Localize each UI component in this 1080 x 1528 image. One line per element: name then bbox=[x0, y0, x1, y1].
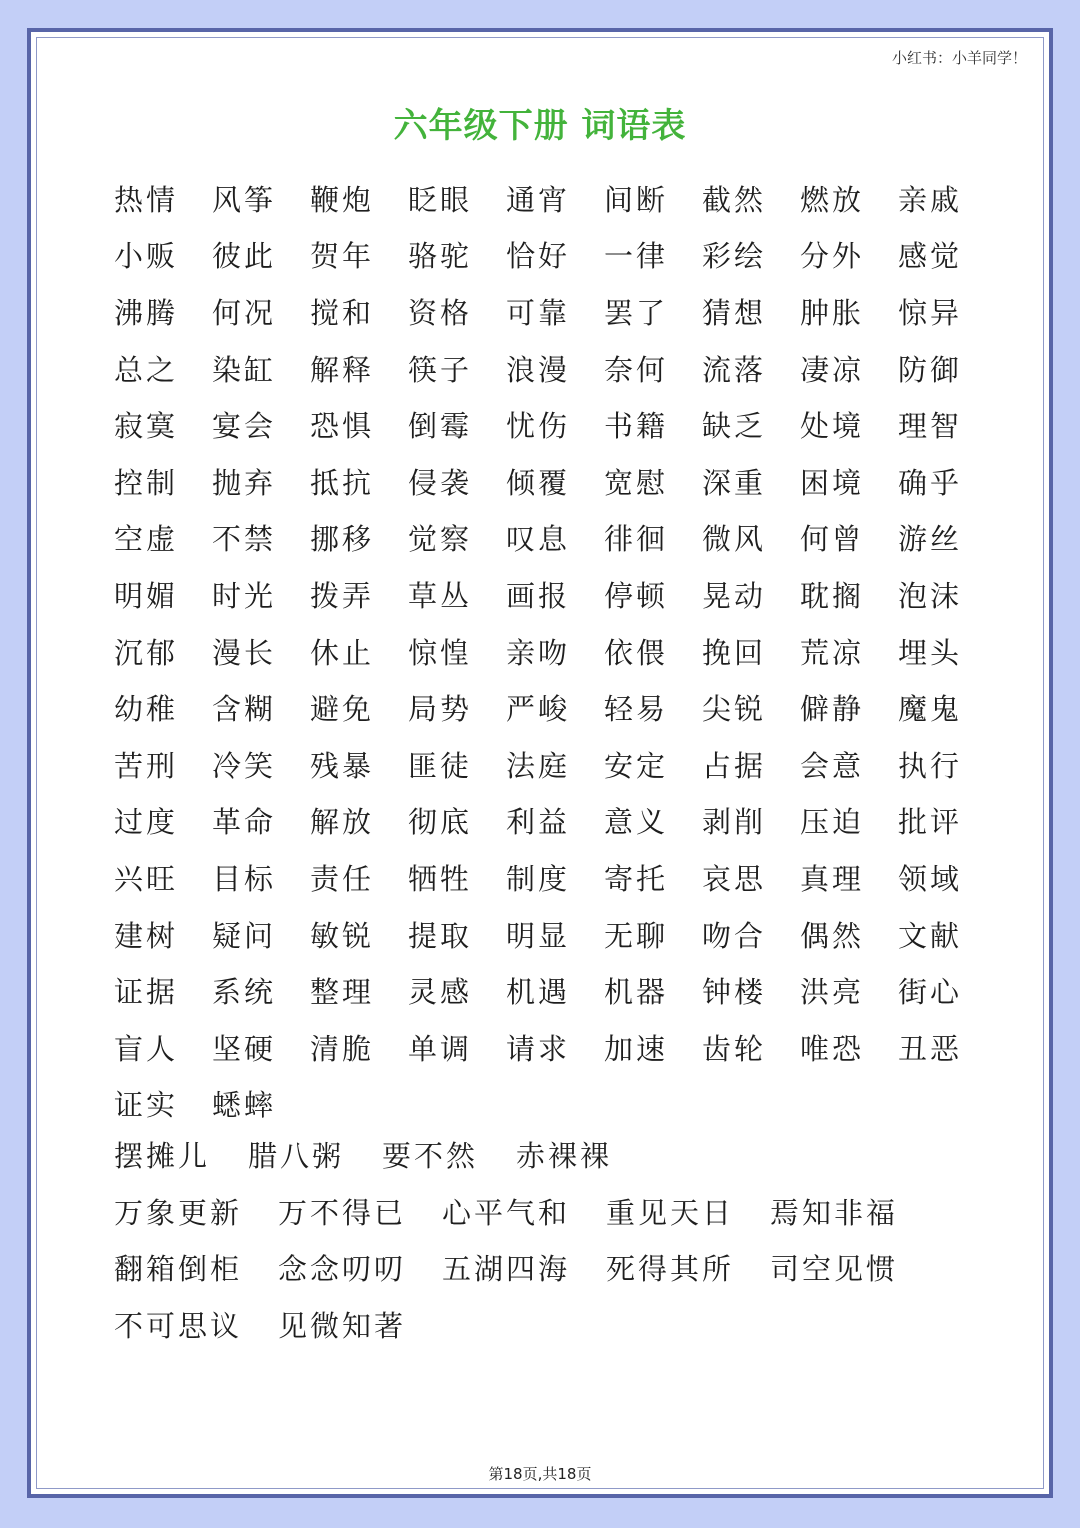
idiom: 焉知非福 bbox=[770, 1195, 899, 1230]
vocab-word: 微风 bbox=[702, 522, 767, 557]
vocab-word: 建树 bbox=[114, 918, 179, 953]
vocab-word: 牺牲 bbox=[408, 861, 473, 896]
vocab-word: 解放 bbox=[310, 805, 375, 840]
word-row bbox=[114, 227, 996, 284]
word-row bbox=[114, 340, 996, 397]
vocab-word: 丑恶 bbox=[898, 1031, 963, 1066]
word-row bbox=[114, 679, 996, 736]
vocab-word: 避免 bbox=[310, 692, 375, 727]
vocab-word: 筷子 bbox=[408, 352, 473, 387]
vocab-word: 宴会 bbox=[212, 409, 277, 444]
vocab-word: 机遇 bbox=[506, 975, 571, 1010]
vocab-word: 控制 bbox=[114, 465, 179, 500]
vocab-word: 亲吻 bbox=[506, 635, 571, 670]
vocab-word: 灵感 bbox=[408, 975, 473, 1010]
vocab-word: 含糊 bbox=[212, 692, 277, 727]
vocab-word: 耽搁 bbox=[800, 578, 865, 613]
vocab-word: 风筝 bbox=[212, 182, 277, 217]
vocab-word: 可靠 bbox=[506, 295, 571, 330]
vocab-word: 明显 bbox=[506, 918, 571, 953]
vocab-word: 敏锐 bbox=[310, 918, 375, 953]
vocab-word: 挪移 bbox=[310, 522, 375, 557]
word-row bbox=[114, 623, 996, 680]
vocab-word: 局势 bbox=[408, 692, 473, 727]
vocab-word: 不禁 bbox=[212, 522, 277, 557]
vocab-word: 埋头 bbox=[898, 635, 963, 670]
vocab-word: 资格 bbox=[408, 295, 473, 330]
vocab-word: 时光 bbox=[212, 578, 277, 613]
word-row bbox=[114, 736, 996, 793]
vocab-word: 意义 bbox=[604, 805, 669, 840]
vocab-word: 何况 bbox=[212, 295, 277, 330]
vocab-word: 休止 bbox=[310, 635, 375, 670]
vocab-word: 侵袭 bbox=[408, 465, 473, 500]
vocab-word: 蟋蟀 bbox=[212, 1088, 277, 1123]
vocab-word: 拨弄 bbox=[310, 578, 375, 613]
vocab-word: 尖锐 bbox=[702, 692, 767, 727]
vocab-word: 小贩 bbox=[114, 239, 179, 274]
vocab-word: 齿轮 bbox=[702, 1031, 767, 1066]
vocab-word: 轻易 bbox=[604, 692, 669, 727]
vocab-word: 抵抗 bbox=[310, 465, 375, 500]
vocab-word: 书籍 bbox=[604, 409, 669, 444]
vocab-word: 文献 bbox=[898, 918, 963, 953]
vocab-word: 游丝 bbox=[898, 522, 963, 557]
idiom: 心平气和 bbox=[442, 1195, 571, 1230]
vocab-word: 明媚 bbox=[114, 578, 179, 613]
vocab-word: 偶然 bbox=[800, 918, 865, 953]
vocab-word: 解释 bbox=[310, 352, 375, 387]
word-row bbox=[114, 453, 996, 510]
word-row bbox=[114, 170, 996, 227]
vocab-word: 一律 bbox=[604, 239, 669, 274]
idiom-row bbox=[114, 1239, 934, 1296]
vocab-word: 街心 bbox=[898, 975, 963, 1010]
vocab-word: 惊惶 bbox=[408, 635, 473, 670]
vocab-word: 奈何 bbox=[604, 352, 669, 387]
vocab-word: 凄凉 bbox=[800, 352, 865, 387]
word-row bbox=[114, 510, 996, 567]
vocab-word: 亲戚 bbox=[898, 182, 963, 217]
word-row bbox=[114, 566, 996, 623]
idiom: 司空见惯 bbox=[770, 1252, 899, 1287]
vocab-word: 目标 bbox=[212, 861, 277, 896]
vocab-word: 总之 bbox=[114, 352, 179, 387]
vocab-word: 恰好 bbox=[506, 239, 571, 274]
vocab-word: 截然 bbox=[702, 182, 767, 217]
idiom: 万象更新 bbox=[114, 1195, 243, 1230]
vocab-word: 制度 bbox=[506, 861, 571, 896]
word-row bbox=[114, 906, 996, 963]
watermark: 小红书：小羊同学！ bbox=[891, 49, 1027, 67]
three-char-word: 赤裸裸 bbox=[516, 1138, 613, 1173]
vocab-word: 何曾 bbox=[800, 522, 865, 557]
idiom: 念念叨叨 bbox=[278, 1252, 407, 1287]
word-row bbox=[114, 1076, 996, 1133]
vocab-word: 彩绘 bbox=[702, 239, 767, 274]
vocab-word: 草丛 bbox=[408, 578, 473, 613]
vocab-word: 提取 bbox=[408, 918, 473, 953]
vocab-word: 猜想 bbox=[702, 295, 767, 330]
idiom: 见微知著 bbox=[278, 1308, 407, 1343]
vocab-word: 晃动 bbox=[702, 578, 767, 613]
word-grid bbox=[114, 170, 996, 1132]
vocab-word: 困境 bbox=[800, 465, 865, 500]
vocab-word: 系统 bbox=[212, 975, 277, 1010]
vocab-word: 染缸 bbox=[212, 352, 277, 387]
vocab-word: 间断 bbox=[604, 182, 669, 217]
vocab-word: 恐惧 bbox=[310, 409, 375, 444]
vocab-word: 骆驼 bbox=[408, 239, 473, 274]
vocab-word: 热情 bbox=[114, 182, 179, 217]
vocab-word: 搅和 bbox=[310, 295, 375, 330]
vocab-word: 寄托 bbox=[604, 861, 669, 896]
vocab-word: 清脆 bbox=[310, 1031, 375, 1066]
phrase-list bbox=[114, 1126, 934, 1353]
vocab-word: 革命 bbox=[212, 805, 277, 840]
vocab-word: 荒凉 bbox=[800, 635, 865, 670]
vocab-word: 压迫 bbox=[800, 805, 865, 840]
idiom: 五湖四海 bbox=[442, 1252, 571, 1287]
vocab-word: 坚硬 bbox=[212, 1031, 277, 1066]
vocab-word: 宽慰 bbox=[604, 465, 669, 500]
vocab-word: 法庭 bbox=[506, 748, 571, 783]
vocab-word: 寂寞 bbox=[114, 409, 179, 444]
vocab-word: 惊异 bbox=[898, 295, 963, 330]
vocab-word: 哀思 bbox=[702, 861, 767, 896]
page-number: 第18页,共18页 bbox=[488, 1465, 592, 1483]
vocab-word: 沉郁 bbox=[114, 635, 179, 670]
vocab-word: 责任 bbox=[310, 861, 375, 896]
vocab-word: 分外 bbox=[800, 239, 865, 274]
idiom: 翻箱倒柜 bbox=[114, 1252, 243, 1287]
vocab-word: 鞭炮 bbox=[310, 182, 375, 217]
vocab-word: 感觉 bbox=[898, 239, 963, 274]
vocab-word: 无聊 bbox=[604, 918, 669, 953]
vocab-word: 兴旺 bbox=[114, 861, 179, 896]
vocab-word: 倾覆 bbox=[506, 465, 571, 500]
vocab-word: 空虚 bbox=[114, 522, 179, 557]
vocab-word: 通宵 bbox=[506, 182, 571, 217]
vocab-word: 觉察 bbox=[408, 522, 473, 557]
vocab-word: 唯恐 bbox=[800, 1031, 865, 1066]
vocab-word: 缺乏 bbox=[702, 409, 767, 444]
three-char-word: 要不然 bbox=[382, 1138, 479, 1173]
vocab-word: 忧伤 bbox=[506, 409, 571, 444]
vocab-word: 苦刑 bbox=[114, 748, 179, 783]
vocab-word: 泡沫 bbox=[898, 578, 963, 613]
vocab-word: 整理 bbox=[310, 975, 375, 1010]
vocab-word: 残暴 bbox=[310, 748, 375, 783]
vocab-word: 贺年 bbox=[310, 239, 375, 274]
page-title: 六年级下册 词语表 bbox=[393, 106, 687, 146]
vocab-word: 加速 bbox=[604, 1031, 669, 1066]
vocab-word: 确乎 bbox=[898, 465, 963, 500]
vocab-word: 彻底 bbox=[408, 805, 473, 840]
vocab-word: 会意 bbox=[800, 748, 865, 783]
vocab-word: 单调 bbox=[408, 1031, 473, 1066]
three-char-word: 摆摊儿 bbox=[114, 1138, 211, 1173]
vocab-word: 执行 bbox=[898, 748, 963, 783]
vocab-word: 画报 bbox=[506, 578, 571, 613]
vocab-word: 依偎 bbox=[604, 635, 669, 670]
vocab-word: 防御 bbox=[898, 352, 963, 387]
vocab-word: 利益 bbox=[506, 805, 571, 840]
vocab-word: 严峻 bbox=[506, 692, 571, 727]
vocab-word: 彼此 bbox=[212, 239, 277, 274]
vocab-word: 沸腾 bbox=[114, 295, 179, 330]
vocab-word: 处境 bbox=[800, 409, 865, 444]
word-row bbox=[114, 962, 996, 1019]
idiom: 不可思议 bbox=[114, 1308, 243, 1343]
vocab-word: 盲人 bbox=[114, 1031, 179, 1066]
vocab-word: 领域 bbox=[898, 861, 963, 896]
word-row bbox=[114, 793, 996, 850]
vocab-word: 理智 bbox=[898, 409, 963, 444]
vocab-word: 漫长 bbox=[212, 635, 277, 670]
vocab-word: 停顿 bbox=[604, 578, 669, 613]
vocab-word: 匪徒 bbox=[408, 748, 473, 783]
vocab-word: 占据 bbox=[702, 748, 767, 783]
vocab-word: 请求 bbox=[506, 1031, 571, 1066]
vocab-word: 罢了 bbox=[604, 295, 669, 330]
idiom: 万不得已 bbox=[278, 1195, 407, 1230]
idiom-row bbox=[114, 1296, 934, 1353]
vocab-word: 抛弃 bbox=[212, 465, 277, 500]
vocab-word: 魔鬼 bbox=[898, 692, 963, 727]
vocab-word: 徘徊 bbox=[604, 522, 669, 557]
vocab-word: 疑问 bbox=[212, 918, 277, 953]
three-char-row bbox=[114, 1126, 934, 1183]
vocab-word: 幼稚 bbox=[114, 692, 179, 727]
idiom-row bbox=[114, 1183, 934, 1240]
vocab-word: 剥削 bbox=[702, 805, 767, 840]
vocab-word: 深重 bbox=[702, 465, 767, 500]
idiom: 重见天日 bbox=[606, 1195, 735, 1230]
idiom: 死得其所 bbox=[606, 1252, 735, 1287]
vocab-word: 倒霉 bbox=[408, 409, 473, 444]
vocab-word: 洪亮 bbox=[800, 975, 865, 1010]
vocab-word: 证实 bbox=[114, 1088, 179, 1123]
vocab-word: 安定 bbox=[604, 748, 669, 783]
vocab-word: 燃放 bbox=[800, 182, 865, 217]
word-row bbox=[114, 849, 996, 906]
vocab-word: 证据 bbox=[114, 975, 179, 1010]
vocab-word: 挽回 bbox=[702, 635, 767, 670]
vocab-word: 叹息 bbox=[506, 522, 571, 557]
vocab-word: 真理 bbox=[800, 861, 865, 896]
vocab-word: 肿胀 bbox=[800, 295, 865, 330]
word-row bbox=[114, 283, 996, 340]
word-row bbox=[114, 1019, 996, 1076]
vocab-word: 机器 bbox=[604, 975, 669, 1010]
vocab-word: 钟楼 bbox=[702, 975, 767, 1010]
vocab-word: 僻静 bbox=[800, 692, 865, 727]
word-row bbox=[114, 396, 996, 453]
vocab-word: 冷笑 bbox=[212, 748, 277, 783]
vocab-word: 流落 bbox=[702, 352, 767, 387]
page-frame bbox=[27, 28, 1053, 1498]
vocab-word: 吻合 bbox=[702, 918, 767, 953]
vocab-word: 浪漫 bbox=[506, 352, 571, 387]
vocab-word: 过度 bbox=[114, 805, 179, 840]
three-char-word: 腊八粥 bbox=[248, 1138, 345, 1173]
vocab-word: 眨眼 bbox=[408, 182, 473, 217]
vocab-word: 批评 bbox=[898, 805, 963, 840]
